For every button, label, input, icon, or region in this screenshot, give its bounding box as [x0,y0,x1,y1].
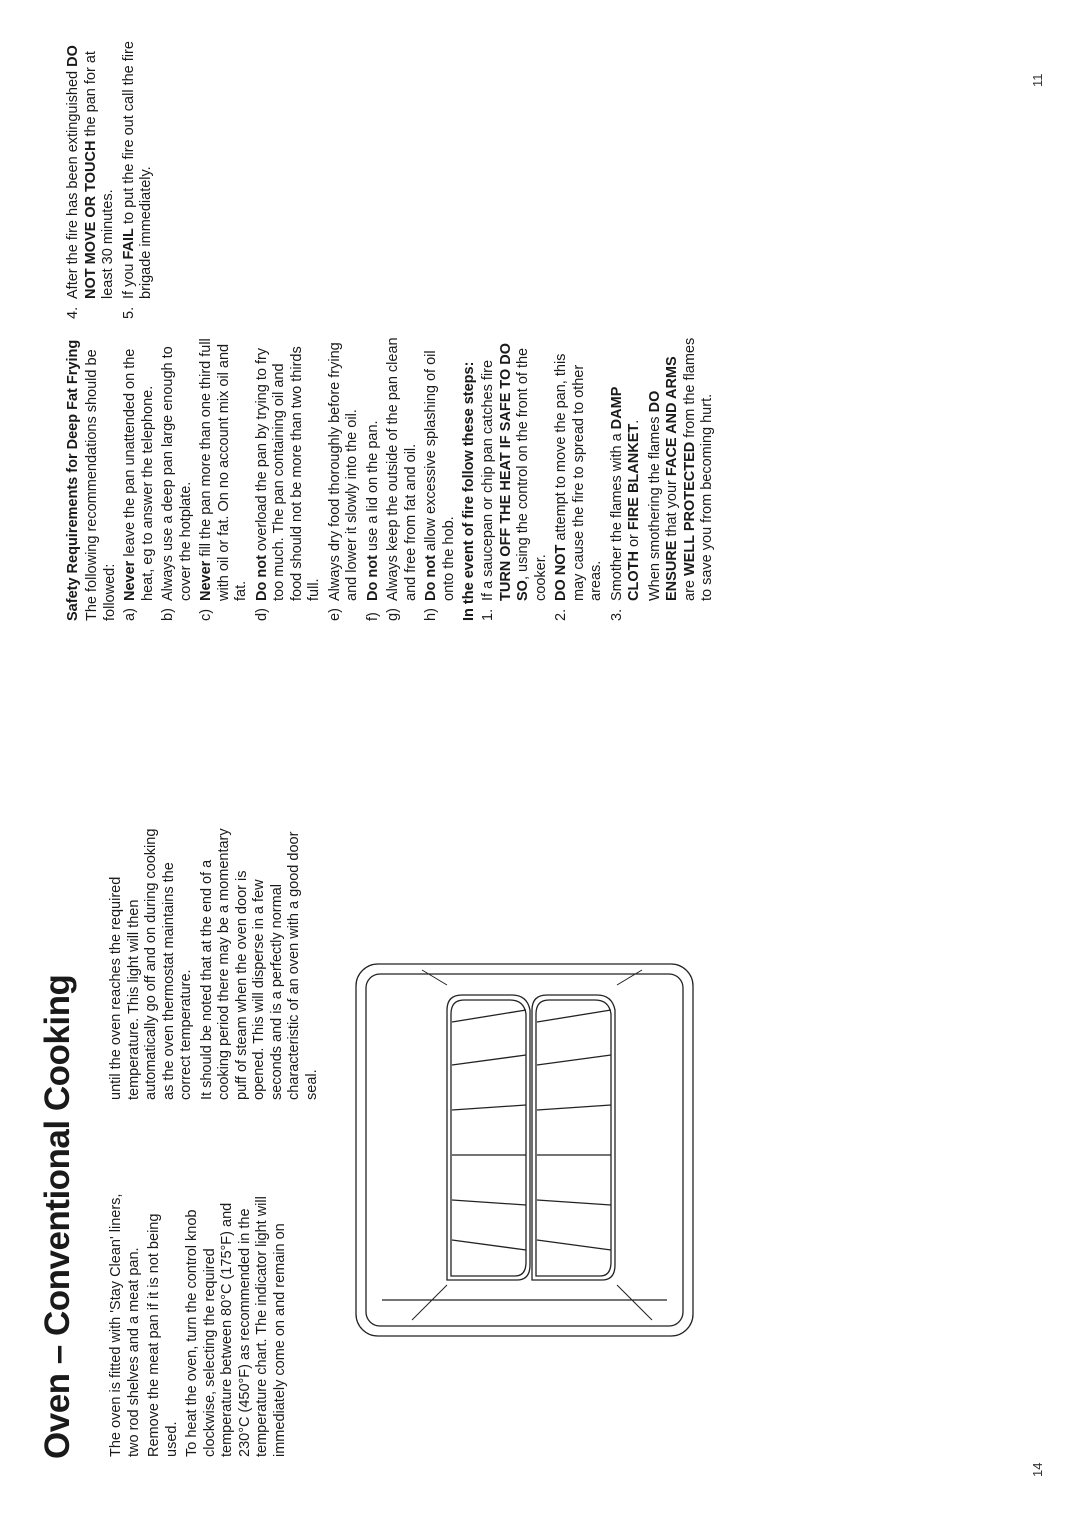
safety-heading: Safety Requirements for Deep Fat Frying [65,339,81,621]
paragraph: To heat the oven, turn the control knob clockwise, selecting the required temperature between 80°C (175°F) and 230°C (450°F) as recommended in the temperature chart. The indicator light will immediately come on and remain on [184,1196,288,1457]
page-number-left: 14 [1030,1462,1045,1477]
fire-step: 5. If you FAIL to put the fire out call the fire brigade immediately. [120,41,154,319]
page-title: Oven – Conventional Cooking [38,974,77,1459]
fire-step-note: When smothering the flames DO ENSURE that your FACE AND ARMS are WELL PROTECTED from the flames to save you from becoming hurt. [646,337,715,601]
fire-step: 2. DO NOT attempt to move the pan, this may cause the fire to spread to other areas. [553,353,604,621]
rule-item: c) Never fill the pan more than one third full with oil or fat. On no account mix oil and fat. [198,338,249,621]
oven-column-1 [108,1187,292,1457]
fire-steps-heading: In the event of fire follow these steps: [461,361,477,621]
fire-step: 4. After the fire has been extinguished DO NOT MOVE OR TOUCH the pan for at least 30 minutes. [65,45,116,319]
paragraph: It should be noted that at the end of a cooking period there may be a momentary puff of steam when the oven door is opened. This will disperse in a few seconds and is a perfectly normal characteristic of an oven with a good door seal. [198,828,320,1100]
page-number-right: 11 [1030,73,1045,87]
safety-intro: The following recommendations should be followed: [84,349,118,621]
safety-column-1 [65,335,720,621]
rule-item: a) Never leave the pan unattended on the heat, eg to answer the telephone. [122,348,156,621]
fire-step: 3. Smother the flames with a DAMP CLOTH or FIRE BLANKET. [608,386,642,621]
rule-item: g) Always keep the outside of the pan clean and free from fat and oil. [385,337,419,621]
paragraph: Remove the meat pan if it is not being used. [146,1213,180,1457]
oven-shelves-illustration [352,960,697,1340]
rod-shelf-back-icon [532,995,615,1280]
rod-shelf-front-icon [447,995,530,1280]
paragraph: The oven is fitted with 'Stay Clean' liners, two rod shelves and a meat pan. [108,1193,142,1457]
rule-item: h) Do not allow excessive splashing of oil onto the hob. [423,350,457,621]
paragraph: until the oven reaches the required temperature. This light will then automatically go off and on during cooking as the oven thermostat maintains the correct temperature. [108,828,194,1100]
rule-item: f) Do not use a lid on the pan. [364,420,381,621]
oven-column-2 [108,825,324,1100]
rule-item: d) Do not overload the pan by trying to fry too much. The pan containing oil and food should not be more than two thirds full. [253,346,322,621]
rule-item: e) Always dry food thoroughly before frying and lower it slowly into the oil. [326,342,360,621]
rule-item: b) Always use a deep pan large enough to cover the hotplate. [160,346,194,621]
fire-step: 1. If a saucepan or chip pan catches fire TURN OFF THE HEAT IF SAFE TO DO SO, using the control on the front of the cooker. [480,342,549,621]
safety-column-2 [65,29,159,319]
